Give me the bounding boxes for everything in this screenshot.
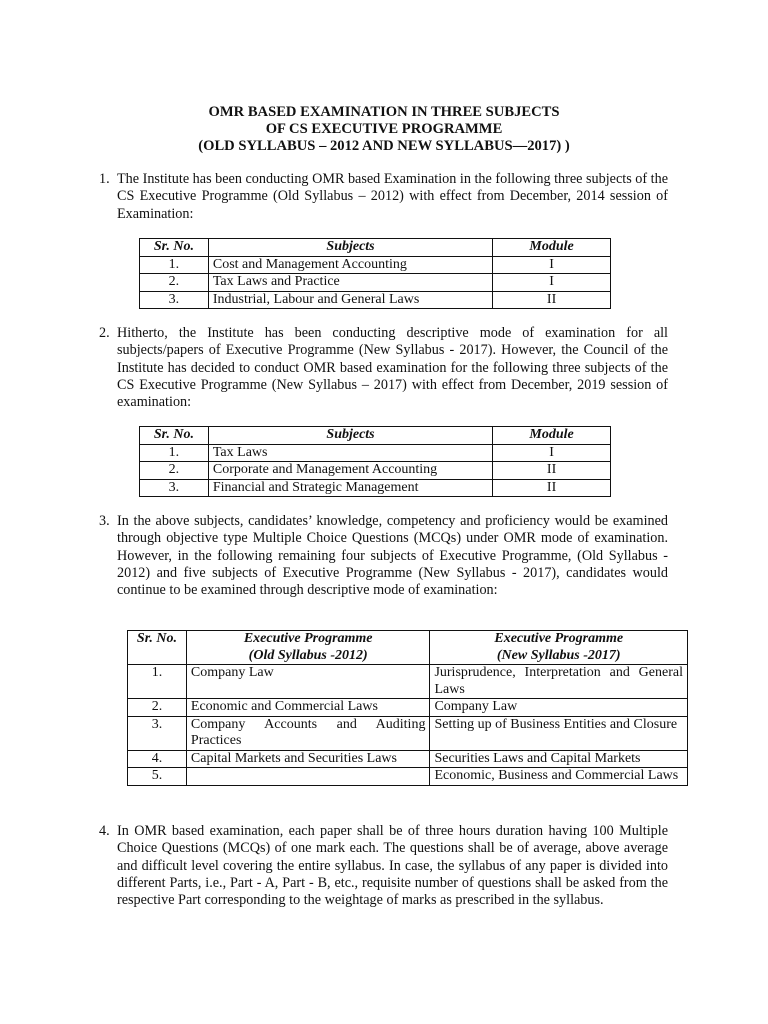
cell-sr-no: 1. (140, 256, 209, 274)
table-row (140, 462, 611, 480)
title-line-3: (OLD SYLLABUS – 2012 AND NEW SYLLABUS—2017) ) (198, 138, 570, 154)
cell-sr-no: 1. (140, 444, 209, 462)
header-new-line-1: Executive Programme (494, 631, 624, 646)
table-row (128, 750, 688, 768)
cell-old-subject: Capital Markets and Securities Laws (186, 750, 430, 768)
header-old-syllabus (186, 631, 430, 665)
cell-new-subject: Company Law (430, 699, 688, 717)
cell-sr-no: 2. (140, 462, 209, 480)
cell-new-subject: Economic, Business and Commercial Laws (430, 768, 688, 786)
table-row (140, 444, 611, 462)
title-line-1: OMR BASED EXAMINATION IN THREE SUBJECTS (208, 104, 560, 120)
header-module: Module (493, 427, 611, 445)
table-row (128, 768, 688, 786)
omr-new-syllabus-table (139, 426, 611, 497)
cell-subject: Tax Laws and Practice (208, 274, 492, 292)
table-row (140, 479, 611, 497)
header-new-line-2: (New Syllabus -2017) (496, 647, 621, 663)
cell-sr-no: 2. (140, 274, 209, 292)
table-row (140, 274, 611, 292)
paragraph-number: 4. (99, 823, 110, 839)
cell-module: I (493, 256, 611, 274)
header-sr-no: Sr. No. (128, 631, 187, 665)
cell-sr-no: 1. (128, 665, 187, 699)
paragraph-4 (99, 823, 668, 909)
table-header-row (140, 239, 611, 257)
header-old-line-1: Executive Programme (243, 631, 373, 646)
header-subjects: Subjects (208, 427, 492, 445)
header-old-line-2: (Old Syllabus -2012) (248, 647, 368, 663)
header-subjects: Subjects (208, 239, 492, 257)
descriptive-subjects-table (127, 630, 688, 786)
cell-new-subject: Securities Laws and Capital Markets (430, 750, 688, 768)
paragraph-number: 1. (99, 171, 110, 187)
header-new-syllabus (430, 631, 688, 665)
cell-sr-no: 4. (128, 750, 187, 768)
document-title (0, 104, 768, 155)
cell-module: II (493, 462, 611, 480)
cell-sr-no: 5. (128, 768, 187, 786)
header-sr-no: Sr. No. (140, 427, 209, 445)
cell-module: II (493, 291, 611, 309)
cell-subject: Corporate and Management Accounting (208, 462, 492, 480)
cell-subject: Financial and Strategic Management (208, 479, 492, 497)
header-sr-no: Sr. No. (140, 239, 209, 257)
cell-subject: Tax Laws (208, 444, 492, 462)
table-row (140, 291, 611, 309)
cell-module: I (493, 274, 611, 292)
cell-old-subject: Company Accounts and Auditing Practices (186, 716, 430, 750)
table-row (140, 256, 611, 274)
cell-module: II (493, 479, 611, 497)
cell-module: I (493, 444, 611, 462)
table-row (128, 716, 688, 750)
paragraph-number: 3. (99, 513, 110, 529)
cell-old-subject: Economic and Commercial Laws (186, 699, 430, 717)
cell-sr-no: 2. (128, 699, 187, 717)
table-row (128, 699, 688, 717)
cell-sr-no: 3. (140, 291, 209, 309)
cell-new-subject: Setting up of Business Entities and Closure (430, 716, 688, 750)
table-row (128, 665, 688, 699)
paragraph-1 (99, 171, 668, 223)
paragraph-text: The Institute has been conducting OMR based Examination in the following three subjects of the CS Executive Programme (Old Syllabus – 2012) with effect from December, 2014 session of Examination: (117, 171, 668, 222)
cell-old-subject (186, 768, 430, 786)
omr-old-syllabus-table (139, 238, 611, 309)
paragraph-text: Hitherto, the Institute has been conducting descriptive mode of examination for all subjects/papers of Executive Programme (New Syllabus - 2017). However, the Council of the Institute has decided to conduct OMR based examination for the following three subjects of the CS Executive Programme (New Syllabus – 2017) with effect from December, 2019 session of examination: (117, 325, 668, 411)
cell-sr-no: 3. (140, 479, 209, 497)
paragraph-text: In the above subjects, candidates’ knowledge, competency and proficiency would be examined through objective type Multiple Choice Questions (MCQs) under OMR mode of examination. However, in the following remaining four subjects of Executive Programme, (Old Syllabus - 2012) and five subjects of Executive Programme (New Syllabus - 2017), candidates would continue to be examined through descriptive mode of examination: (117, 513, 668, 599)
title-line-2: OF CS EXECUTIVE PROGRAMME (265, 121, 503, 137)
cell-old-subject: Company Law (186, 665, 430, 699)
cell-subject: Industrial, Labour and General Laws (208, 291, 492, 309)
cell-new-subject: Jurisprudence, Interpretation and General Laws (430, 665, 688, 699)
paragraph-2 (99, 325, 668, 411)
header-module: Module (493, 239, 611, 257)
table-header-row (128, 631, 688, 665)
paragraph-number: 2. (99, 325, 110, 341)
paragraph-3 (99, 513, 668, 599)
cell-sr-no: 3. (128, 716, 187, 750)
paragraph-text: In OMR based examination, each paper shall be of three hours duration having 100 Multiple Choice Questions (MCQs) of one mark each. The questions shall be of average, above average and difficult level covering the entire syllabus. In case, the syllabus of any paper is divided into different Parts, i.e., Part - A, Part - B, etc., requisite number of questions shall be asked from the respective Part corresponding to the weightage of marks as prescribed in the syllabus. (117, 823, 668, 909)
table-header-row (140, 427, 611, 445)
cell-subject: Cost and Management Accounting (208, 256, 492, 274)
